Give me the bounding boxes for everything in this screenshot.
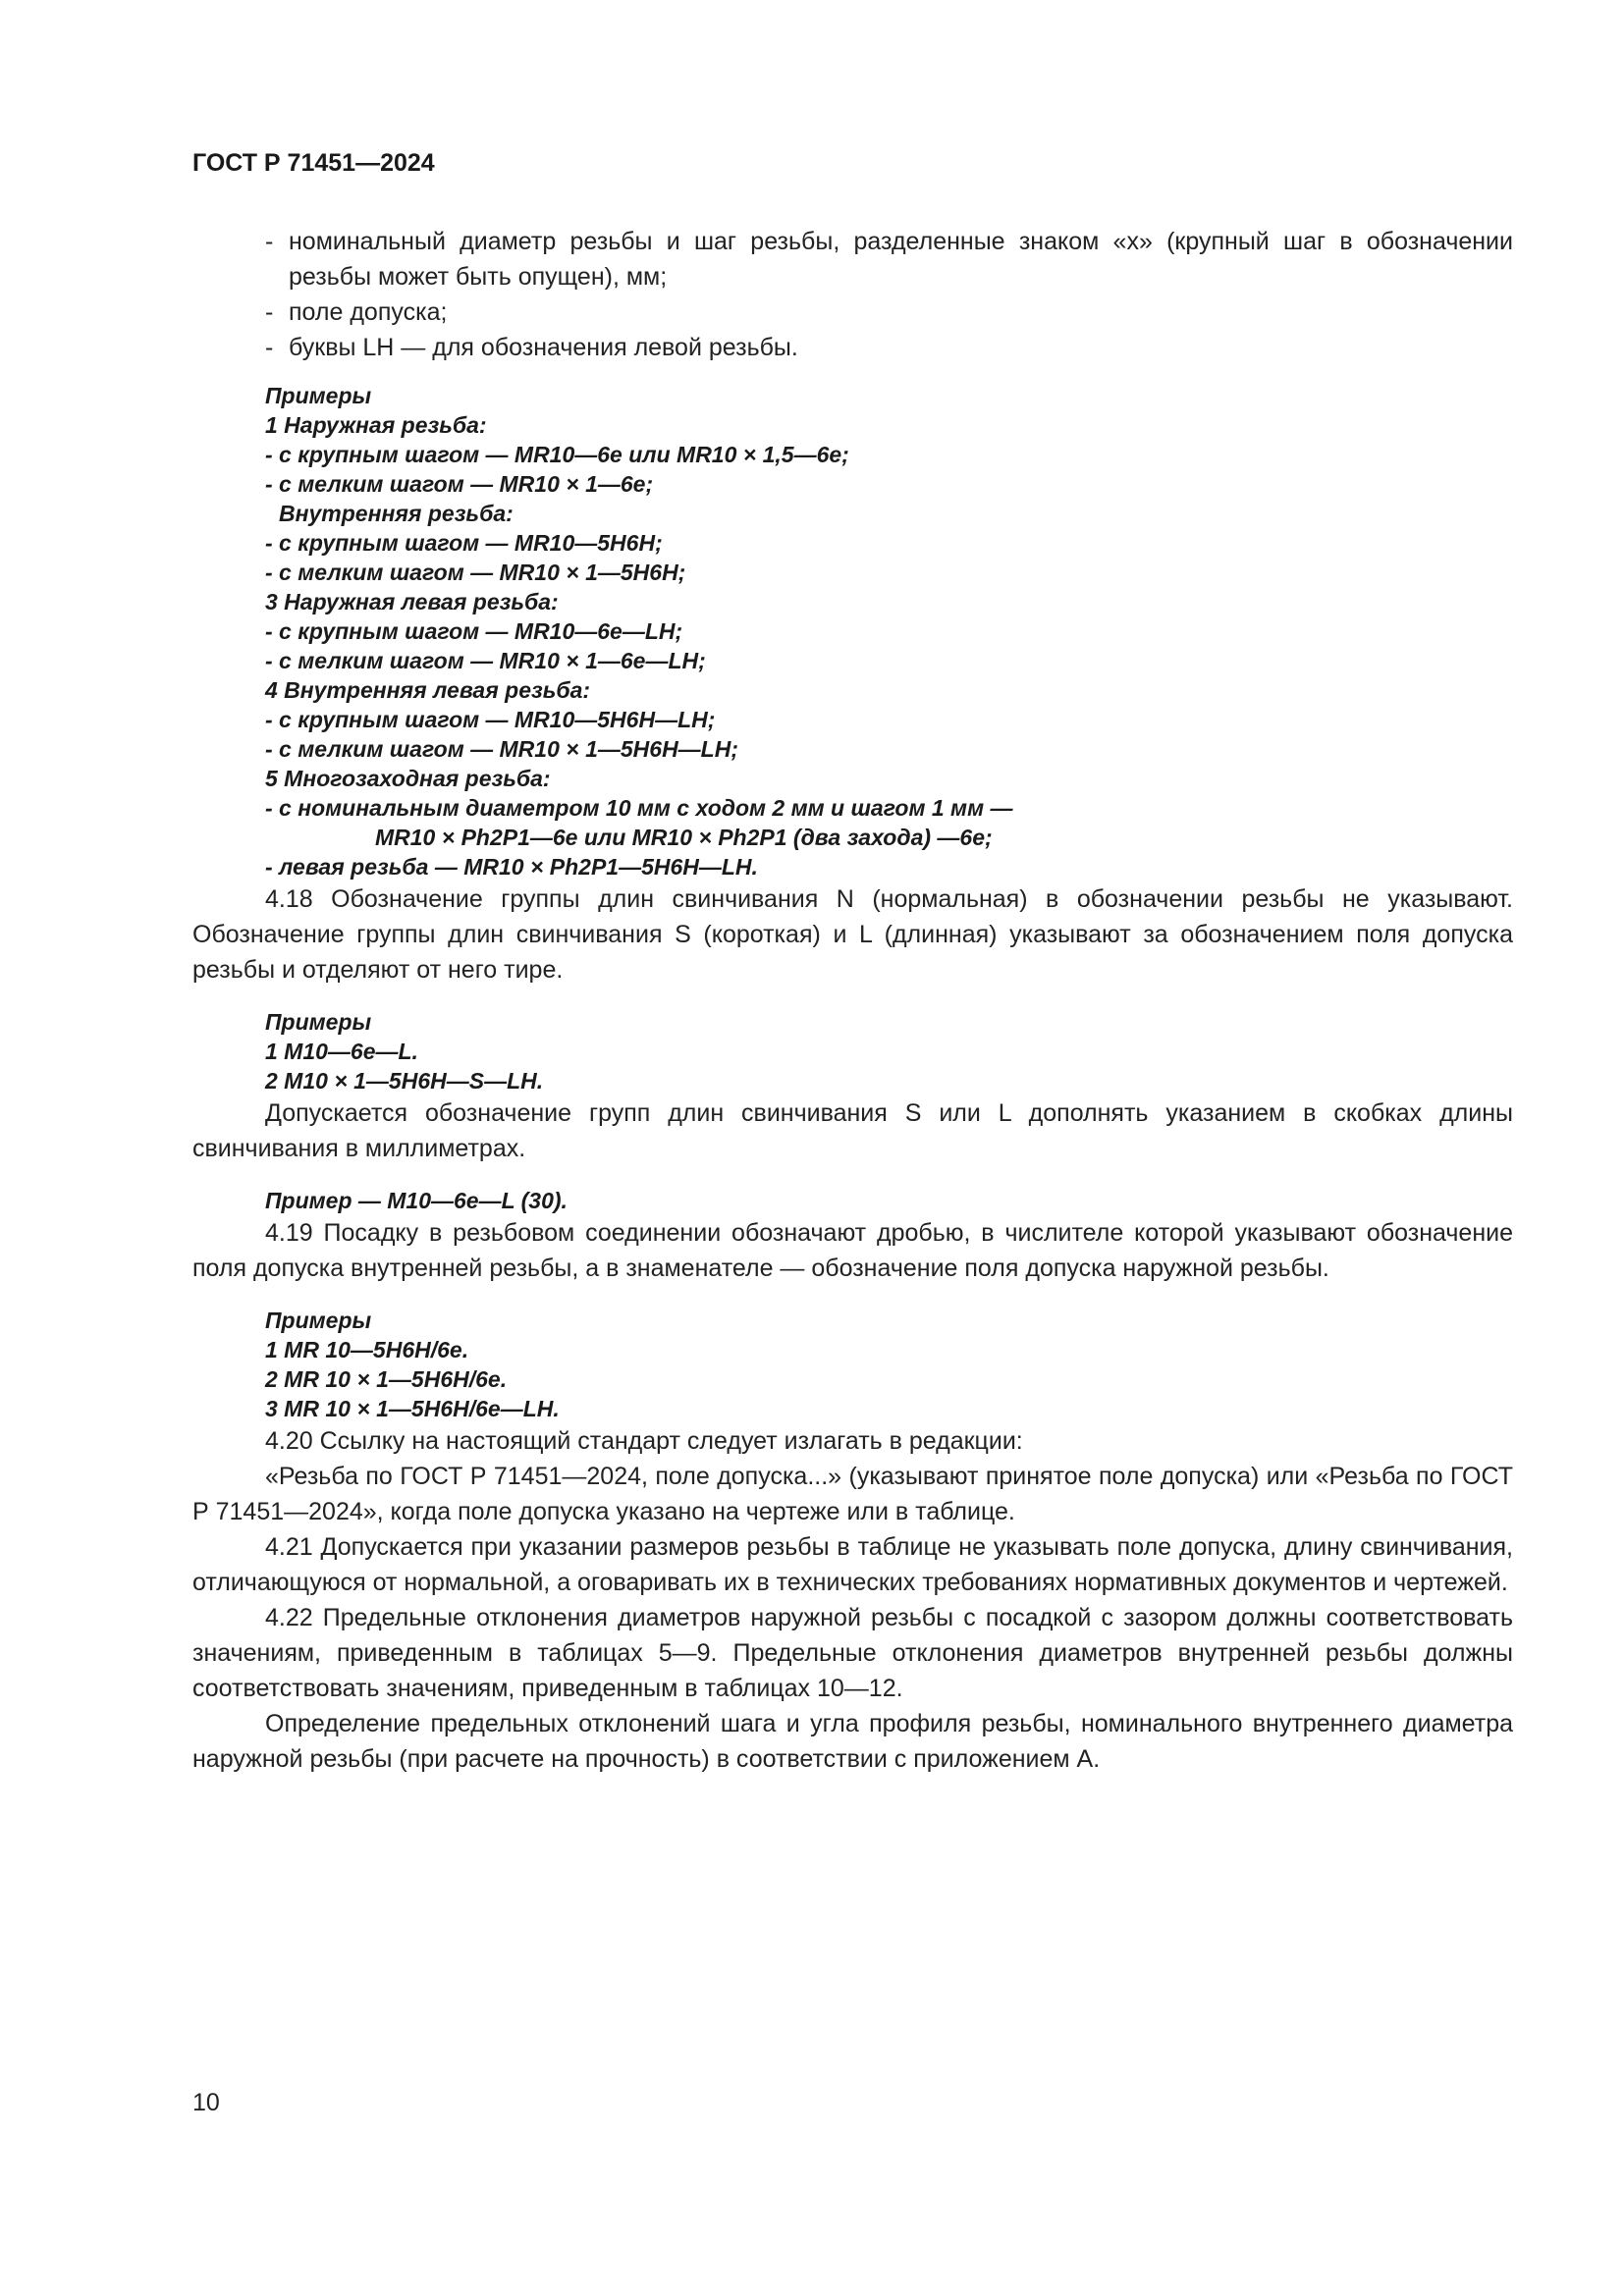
example-line: Примеры: [265, 1308, 372, 1333]
example-line: 1 Наружная резьба:: [265, 412, 487, 438]
example-line: Внутренняя резьба:: [279, 501, 514, 526]
example-line: - с мелким шагом — MR10 × 1—6e;: [265, 471, 654, 497]
list-item-text: поле допуска;: [289, 298, 448, 326]
example-line: 3 Наружная левая резьба:: [265, 589, 559, 614]
example-line: - левая резьба — MR10 × Ph2P1—5H6H—LH.: [265, 854, 758, 880]
example-line: - с мелким шагом — MR10 × 1—5H6H;: [265, 560, 686, 585]
paragraph-definition: Определение предельных отклонений шага и угла профиля резьбы, номинального внутреннего диаметра наружной резьбы (при расчете на прочность) в соответствии с приложением А.: [192, 1710, 1513, 1773]
example-line: - с номинальным диаметром 10 мм с ходом 2 мм и шагом 1 мм —: [265, 795, 1013, 821]
list-item-text: номинальный диаметр резьбы и шаг резьбы, разделенные знаком «х» (крупный шаг в обозначении резьбы может быть опущен), мм;: [289, 228, 1513, 291]
example-line: - с крупным шагом — MR10—5H6H—LH;: [265, 707, 716, 732]
list-item: [265, 330, 1513, 365]
example-line: - с крупным шагом — MR10—5H6H;: [265, 530, 663, 556]
example-line: 2 MR 10 × 1—5H6H/6e.: [265, 1366, 508, 1392]
list-dash: -: [265, 298, 274, 326]
example-line: - с крупным шагом — MR10—6e или MR10 × 1,5—6e;: [265, 442, 849, 467]
paragraph-allowance: Допускается обозначение групп длин свинчивания S или L дополнять указанием в скобках длины свинчивания в миллиметрах.: [192, 1099, 1513, 1162]
list-dash: -: [265, 228, 274, 255]
example-line: MR10 × Ph2P1—6e или MR10 × Ph2P1 (два захода) —6e;: [375, 825, 993, 850]
example-line: Примеры: [265, 383, 372, 408]
list-item: [265, 294, 1513, 330]
example-line: Примеры: [265, 1009, 372, 1035]
list-dash: -: [265, 334, 274, 361]
examples-thread-designation: [265, 381, 1513, 881]
paragraph-4-21: 4.21 Допускается при указании размеров резьбы в таблице не указывать поле допуска, длину свинчивания, отличающуюся от нормальной, а оговаривать их в технических требованиях нормативных документов и чертежей.: [192, 1533, 1513, 1596]
intro-list: [192, 224, 1513, 365]
example-makeup-length-mm: [265, 1186, 1513, 1215]
example-line: 5 Многозаходная резьба:: [265, 766, 551, 791]
paragraph-4-20-citation: «Резьба по ГОСТ Р 71451—2024, поле допуска...» (указывают принятое поле допуска) или «Резьба по ГОСТ Р 71451—2024», когда поле допуска указано на чертеже или в таблице.: [192, 1463, 1513, 1525]
example-line: 4 Внутренняя левая резьба:: [265, 677, 591, 703]
page-number: 10: [192, 2089, 220, 2116]
document-header: ГОСТ Р 71451—2024: [192, 149, 435, 177]
example-line: - с мелким шагом — MR10 × 1—5H6H—LH;: [265, 736, 739, 762]
example-line: 1 M10—6e—L.: [265, 1039, 418, 1064]
paragraph-4-20: 4.20 Ссылку на настоящий стандарт следует излагать в редакции:: [265, 1427, 1023, 1455]
example-line: - с мелким шагом — MR10 × 1—6e—LH;: [265, 648, 706, 673]
example-line: 1 MR 10—5H6H/6e.: [265, 1337, 469, 1362]
list-item-text: буквы LH — для обозначения левой резьбы.: [289, 334, 798, 361]
page-content: [192, 224, 1513, 1777]
list-item: [265, 224, 1513, 294]
example-line: Пример — M10—6e—L (30).: [265, 1188, 568, 1213]
examples-fit: [265, 1306, 1513, 1423]
example-line: - с крупным шагом — MR10—6e—LH;: [265, 618, 683, 644]
paragraph-4-18: 4.18 Обозначение группы длин свинчивания N (нормальная) в обозначении резьбы не указывают. Обозначение группы длин свинчивания S (короткая) и L (длинная) указывают за обозначением поля допуска резьбы и отделяют от него тире.: [192, 885, 1513, 984]
examples-makeup-length: [265, 1007, 1513, 1095]
paragraph-4-19: 4.19 Посадку в резьбовом соединении обозначают дробью, в числителе которой указывают обозначение поля допуска внутренней резьбы, а в знаменателе — обозначение поля допуска наружной резьбы.: [192, 1219, 1513, 1282]
example-line: 3 MR 10 × 1—5H6H/6e—LH.: [265, 1396, 560, 1421]
example-line: 2 M10 × 1—5H6H—S—LH.: [265, 1068, 544, 1094]
paragraph-4-22: 4.22 Предельные отклонения диаметров наружной резьбы с посадкой с зазором должны соответствовать значениям, приведенным в таблицах 5—9. Предельные отклонения диаметров внутренней резьбы должны соответствовать значениям, приведенным в таблицах 10—12.: [192, 1604, 1513, 1702]
